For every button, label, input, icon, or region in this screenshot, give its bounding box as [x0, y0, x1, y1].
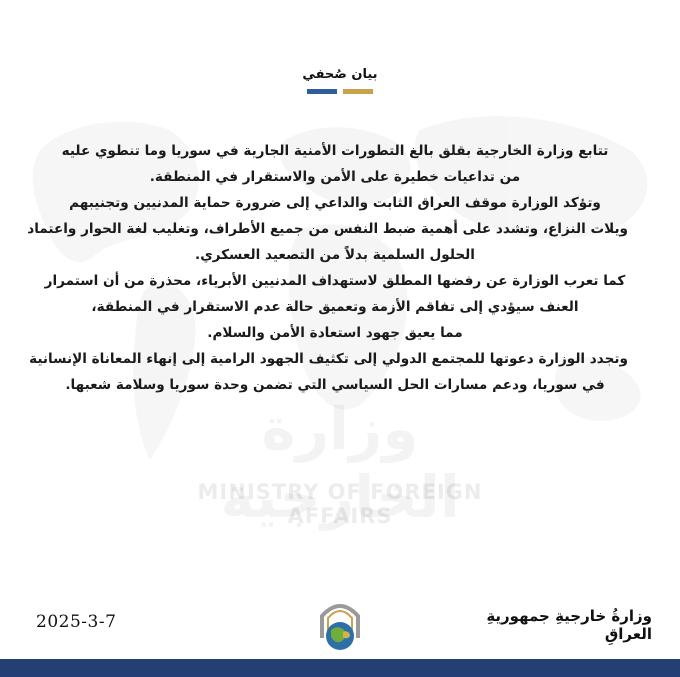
body-line: من تداعيات خطيرة على الأمن والاستقرار في المنطقة.: [149, 169, 521, 185]
ministry-signature: وزارةُ خارجيةِ جمهوريةِ العراقِ: [486, 607, 652, 643]
body-line: وتؤكد الوزارة موقف العراق الثابت والداعي إلى ضرورة حماية المدنيين وتجنيبهم: [69, 195, 601, 211]
watermark-english: MINISTRY OF FOREIGN AFFAIRS: [197, 480, 483, 528]
body-line: مما يعيق جهود استعادة الأمن والسلام.: [207, 325, 463, 341]
issue-date: 2025-3-7: [36, 612, 117, 632]
body-line: ويلات النزاع، وتشدد على أهمية ضبط النفس من جميع الأطراف، وتغليب لغة الحوار واعتماد: [27, 221, 628, 237]
body-line: في سوريا، ودعم مسارات الحل السياسي التي تضمن وحدة سوريا وسلامة شعبها.: [65, 377, 605, 393]
title-underline: [307, 89, 373, 94]
page-title: بيان صُحفي: [302, 67, 378, 82]
title-bar-blue: [307, 89, 337, 94]
ministry-logo-icon: [310, 594, 370, 662]
body-line: تتابع وزارة الخارجية بقلق بالغ التطورات الأمنية الجارية في سوريا وما تنطوي عليه: [61, 143, 609, 159]
body-line: وتجدد الوزارة دعوتها للمجتمع الدولي إلى تكثيف الجهود الرامية إلى إنهاء المعاناة الإنسانية: [29, 351, 628, 367]
body-line: العنف سيؤدي إلى تفاقم الأزمة وتعميق حالة عدم الاستقرار في المنطقة،: [91, 299, 579, 315]
footer-band: [0, 659, 680, 677]
title-bar-gold: [343, 89, 373, 94]
body-line: الحلول السلمية بدلاً من التصعيد العسكري.: [195, 247, 475, 263]
statement-body: [27, 138, 628, 398]
body-line: كما تعرب الوزارة عن رفضها المطلق لاستهداف المدنيين الأبرياء، محذرة من أن استمرار: [44, 273, 626, 289]
